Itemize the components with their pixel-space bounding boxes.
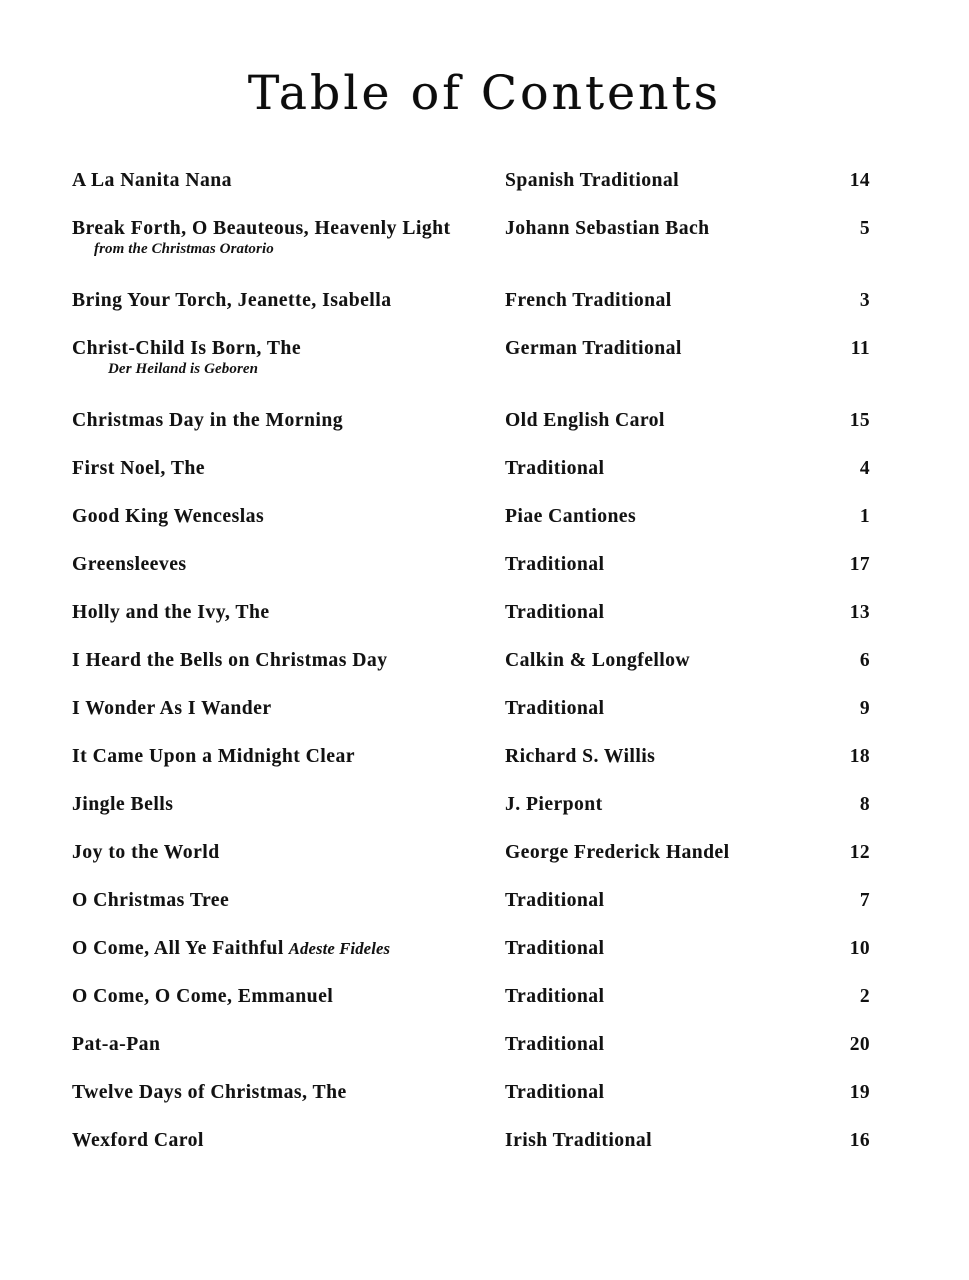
entry-title[interactable]: A La Nanita Nana [72,170,232,191]
toc-entry-row[interactable] [72,458,872,506]
entry-title[interactable]: Bring Your Torch, Jeanette, Isabella [72,290,392,311]
entry-title[interactable]: I Wonder As I Wander [72,698,272,719]
toc-entry-main-line [72,218,872,257]
entry-composer: J. Pierpont [505,794,603,815]
entry-page-number[interactable]: 2 [859,986,870,1007]
entry-title[interactable]: Greensleeves [72,554,187,575]
toc-entry-main-line [72,1130,872,1156]
entry-page-number[interactable]: 5 [859,218,870,239]
toc-entry-main-line [72,794,872,820]
toc-entry-row[interactable] [72,170,872,218]
entry-composer: Traditional [505,554,605,575]
toc-entry-main-line [72,986,872,1012]
entry-page-number[interactable]: 12 [849,842,870,863]
entry-title[interactable]: O Come, O Come, Emmanuel [72,986,334,1007]
entry-composer: Traditional [505,986,605,1007]
entry-composer: German Traditional [505,338,682,359]
toc-entry-row[interactable] [72,410,872,458]
entry-page-number[interactable]: 18 [849,746,870,767]
entry-composer: Traditional [505,1034,605,1055]
entry-title[interactable]: Christ‐Child Is Born, The [72,338,302,359]
entry-title[interactable]: Holly and the Ivy, The [72,602,270,623]
entry-title[interactable]: Wexford Carol [72,1130,204,1151]
toc-entry-row[interactable] [72,218,872,290]
entry-page-number[interactable]: 9 [859,698,870,719]
toc-entry-row[interactable] [72,650,872,698]
entry-page-number[interactable]: 15 [849,410,870,431]
toc-entry-main-line [72,698,872,724]
entry-title[interactable]: Good King Wenceslas [72,506,265,527]
toc-entry-main-line [72,506,872,532]
table-of-contents-list [72,170,872,1178]
entry-title[interactable]: I Heard the Bells on Christmas Day [72,650,388,671]
toc-entry-main-line [72,338,872,377]
entry-title[interactable]: It Came Upon a Midnight Clear [72,746,355,767]
toc-entry-row[interactable] [72,1034,872,1082]
toc-entry-row[interactable] [72,602,872,650]
entry-page-number[interactable]: 14 [849,170,870,191]
entry-subtitle: from the Christmas Oratorio [94,241,274,257]
entry-title[interactable]: Jingle Bells [72,794,174,815]
entry-composer: Spanish Traditional [505,170,680,191]
toc-entry-main-line [72,602,872,628]
entry-title[interactable]: First Noel, The [72,458,206,479]
toc-entry-row[interactable] [72,938,872,986]
entry-composer: Calkin & Longfellow [505,650,691,671]
toc-entry-row[interactable] [72,890,872,938]
entry-composer: Traditional [505,1082,605,1103]
toc-entry-row[interactable] [72,506,872,554]
toc-entry-main-line [72,1082,872,1108]
entry-subtitle: Der Heiland is Geboren [108,361,259,377]
entry-title[interactable]: Joy to the World [72,842,220,863]
entry-composer: French Traditional [505,290,672,311]
entry-title[interactable]: Pat‐a‐Pan [72,1034,161,1055]
entry-composer: Traditional [505,602,605,623]
entry-composer: Irish Traditional [505,1130,653,1151]
entry-title[interactable]: Christmas Day in the Morning [72,410,344,431]
toc-entry-main-line [72,650,872,676]
toc-entry-main-line [72,290,872,316]
toc-entry-main-line [72,746,872,772]
entry-page-number[interactable]: 10 [849,938,870,959]
toc-entry-row[interactable] [72,338,872,410]
entry-page-number[interactable]: 4 [859,458,870,479]
toc-entry-main-line [72,170,872,196]
toc-entry-row[interactable] [72,842,872,890]
toc-entry-row[interactable] [72,554,872,602]
entry-page-number[interactable]: 6 [859,650,870,671]
entry-composer: George Frederick Handel [505,842,730,863]
entry-page-number[interactable]: 13 [849,602,870,623]
entry-page-number[interactable]: 19 [849,1082,870,1103]
entry-composer: Old English Carol [505,410,665,431]
entry-page-number[interactable]: 20 [849,1034,870,1055]
toc-entry-row[interactable] [72,986,872,1034]
entry-title[interactable]: Twelve Days of Christmas, The [72,1082,347,1103]
toc-entry-row[interactable] [72,290,872,338]
entry-composer: Traditional [505,938,605,959]
toc-entry-main-line [72,842,872,868]
entry-title[interactable]: Break Forth, O Beauteous, Heavenly Light [72,218,451,239]
entry-composer: Piae Cantiones [505,506,637,527]
entry-composer: Traditional [505,698,605,719]
entry-page-number[interactable]: 3 [859,290,870,311]
toc-entry-main-line [72,1034,872,1060]
entry-title[interactable] [72,938,390,960]
entry-title[interactable]: O Christmas Tree [72,890,230,911]
entry-title-text: O Come, All Ye Faithful [72,938,284,959]
entry-composer: Traditional [505,890,605,911]
toc-entry-row[interactable] [72,794,872,842]
entry-composer: Richard S. Willis [505,746,656,767]
toc-entry-row[interactable] [72,746,872,794]
toc-entry-main-line [72,890,872,916]
toc-entry-row[interactable] [72,698,872,746]
toc-entry-row[interactable] [72,1082,872,1130]
toc-entry-row[interactable] [72,1130,872,1178]
entry-page-number[interactable]: 17 [849,554,870,575]
entry-page-number[interactable]: 11 [850,338,870,359]
toc-entry-main-line [72,410,872,436]
entry-page-number[interactable]: 7 [859,890,870,911]
toc-entry-main-line [72,554,872,580]
page-title: Table of Contents [247,66,722,121]
entry-page-number[interactable]: 8 [859,794,870,815]
entry-composer: Traditional [505,458,605,479]
entry-alt-title: Adeste Fideles [288,939,391,958]
entry-page-number[interactable]: 16 [849,1130,870,1151]
entry-composer: Johann Sebastian Bach [505,218,710,239]
toc-entry-main-line [72,938,872,964]
entry-page-number[interactable]: 1 [859,506,870,527]
toc-entry-main-line [72,458,872,484]
